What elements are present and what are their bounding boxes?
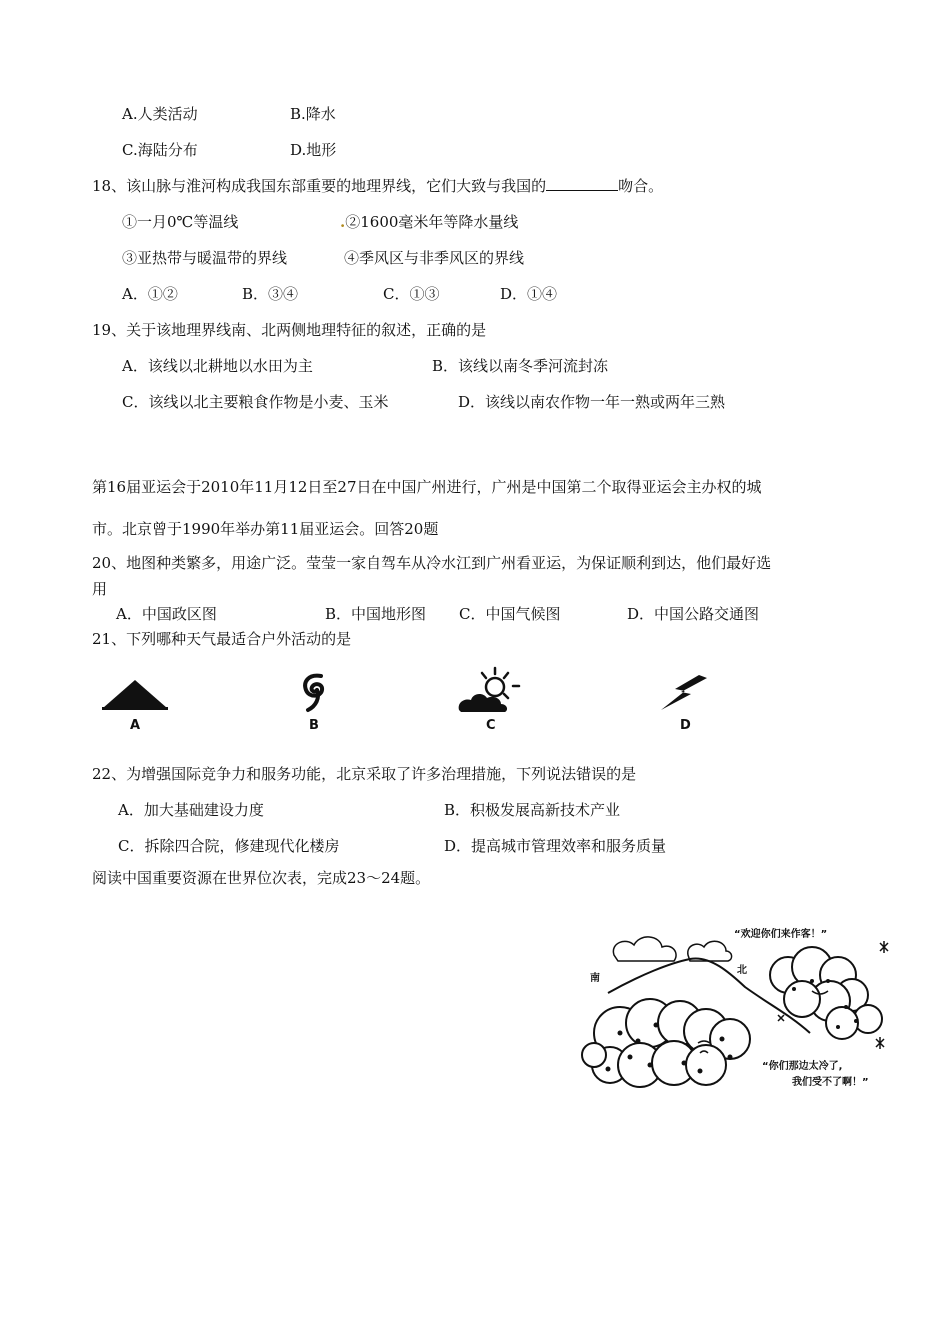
q21-label-d: D — [680, 718, 691, 733]
q22-option-d: D．提高城市管理效率和服务质量 — [444, 837, 667, 855]
mountain-cartoon — [580, 915, 910, 1095]
q20-option-d: D．中国公路交通图 — [627, 605, 760, 623]
q18-option-d: D．①④ — [500, 285, 558, 303]
q18-item-1: ①一月0℃等温线 — [122, 213, 239, 231]
q20-option-b: B．中国地形图 — [325, 605, 427, 623]
q22-option-b: B．积极发展高新技术产业 — [444, 801, 621, 819]
q19-option-b: B．该线以南冬季河流封冻 — [432, 357, 609, 375]
q18-item-2: .②1600毫米年等降水量线 — [340, 213, 519, 231]
q18-blank — [546, 176, 618, 191]
label-south: 南 — [590, 973, 600, 984]
q21-label-a: A — [130, 718, 141, 733]
q17-option-b: B.降水 — [290, 105, 336, 123]
label-north: 北 — [737, 965, 747, 976]
reading-instruction: 阅读中国重要资源在世界位次表，完成23～24题。 — [92, 869, 431, 887]
cartoon-drawing — [580, 915, 910, 1095]
passage-line-1: 第16届亚运会于2010年11月12日至27日在中国广州进行，广州是中国第二个取得亚运会主办权的城 — [92, 478, 762, 496]
q17-option-a: A.人类活动 — [122, 105, 198, 123]
q20-option-c: C．中国气候图 — [459, 605, 561, 623]
q18-stem-before: 18、该山脉与淮河构成我国东部重要的地理界线，它们大致与我国的 — [92, 177, 547, 195]
q18-item-3: ③亚热带与暖温带的界线 — [122, 249, 288, 267]
passage-line-2: 市。北京曾于1990年举办第11届亚运会。回答20题 — [92, 520, 439, 538]
q19-option-d: D．该线以南农作物一年一熟或两年三熟 — [458, 393, 726, 411]
q21-stem: 21、下列哪种天气最适合户外活动的是 — [92, 630, 352, 648]
lightning-icon — [655, 672, 711, 714]
q18-stem-after: 吻合。 — [618, 177, 664, 195]
q20-stem-line-2: 用 — [92, 580, 108, 598]
q19-option-a: A．该线以北耕地以水田为主 — [122, 357, 313, 375]
q22-stem: 22、为增强国际竞争力和服务功能，北京采取了许多治理措施，下列说法错误的是 — [92, 765, 637, 783]
q18-stem — [92, 175, 663, 196]
q18-option-c: C．①③ — [383, 285, 440, 303]
typhoon-icon — [298, 672, 332, 714]
q18-option-a: A．①② — [122, 285, 178, 303]
q19-stem: 19、关于该地理界线南、北两侧地理特征的叙述，正确的是 — [92, 321, 487, 339]
q21-label-b: B — [309, 718, 319, 733]
sunny-cloud-icon — [455, 666, 525, 716]
q22-option-a: A．加大基础建设力度 — [118, 801, 264, 819]
speech-too-cold-1: “你们那边太冷了, — [762, 1061, 843, 1072]
q18-item-4: ④季风区与非季风区的界线 — [344, 249, 525, 267]
speech-too-cold-2: 我们受不了啊！” — [792, 1077, 869, 1088]
q19-option-c: C．该线以北主要粮食作物是小麦、玉米 — [122, 393, 389, 411]
q18-option-b: B．③④ — [242, 285, 299, 303]
sandstorm-icon — [100, 672, 170, 712]
speech-welcome: “欢迎你们来作客！” — [734, 929, 828, 940]
q22-option-c: C．拆除四合院，修建现代化楼房 — [118, 837, 340, 855]
q20-option-a: A．中国政区图 — [116, 605, 217, 623]
q17-option-c: C.海陆分布 — [122, 141, 198, 159]
stray-dot: . — [340, 213, 346, 231]
q17-option-d: D.地形 — [290, 141, 337, 159]
q21-label-c: C — [486, 718, 496, 733]
q20-stem-line-1: 20、地图种类繁多，用途广泛。莹莹一家自驾车从冷水江到广州看亚运，为保证顺利到达，他们最好选 — [92, 554, 772, 572]
